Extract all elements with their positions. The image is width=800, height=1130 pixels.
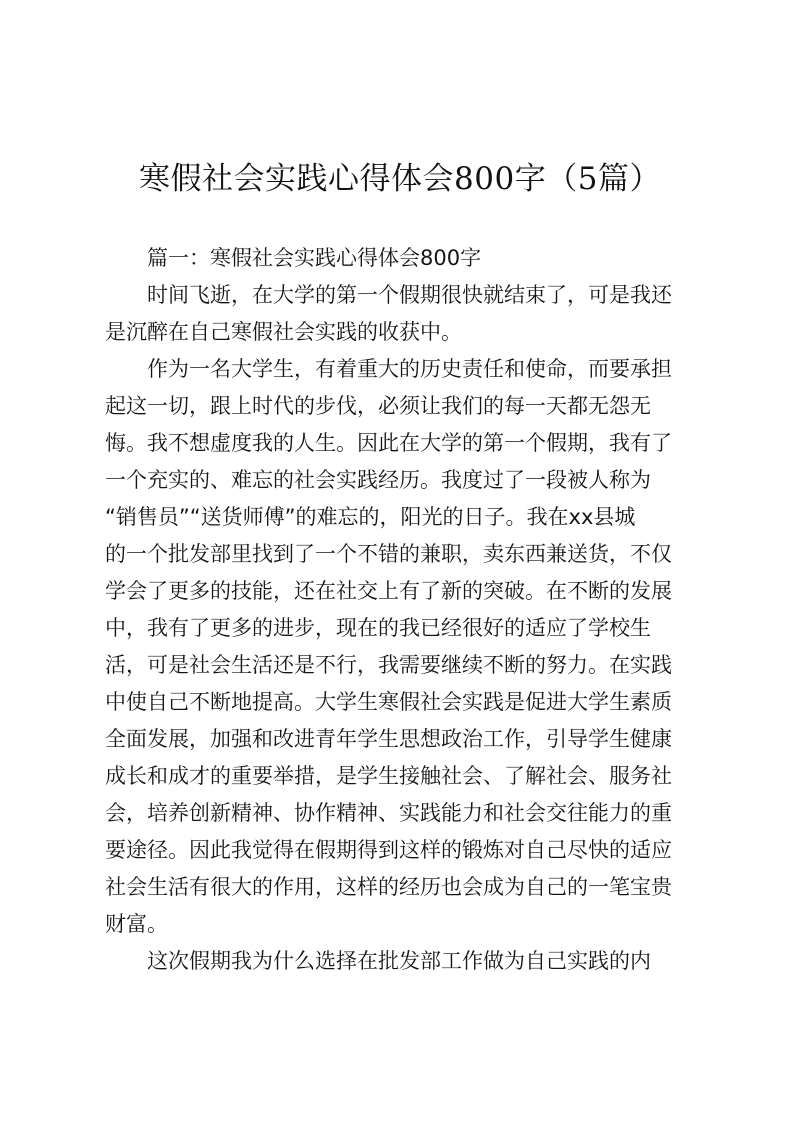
paragraph-line: 时间飞逝，在大学的第一个假期很快就结束了，可是我还 bbox=[147, 283, 672, 307]
paragraph-line: 活，可是社会生活还是不行，我需要继续不断的努力。在实践 bbox=[105, 653, 672, 677]
paragraph-line: 悔。我不想虚度我的人生。因此在大学的第一个假期，我有了 bbox=[105, 431, 672, 455]
paragraph-line: 中，我有了更多的进步，现在的我已经很好的适应了学校生 bbox=[105, 616, 651, 640]
paragraph-line: 学会了更多的技能，还在社交上有了新的突破。在不断的发展 bbox=[105, 579, 672, 603]
paragraph-line: 中使自己不断地提高。大学生寒假社会实践是促进大学生素质 bbox=[105, 690, 672, 714]
paragraph-line: 成长和成才的重要举措，是学生接触社会、了解社会、服务社 bbox=[105, 764, 672, 788]
paragraph-line: “销售员”“送货师傅”的难忘的，阳光的日子。我在xx县城 bbox=[105, 505, 636, 529]
paragraph-line: 的一个批发部里找到了一个不错的兼职，卖东西兼送货，不仅 bbox=[105, 542, 672, 566]
paragraph-line: 全面发展，加强和改进青年学生思想政治工作，引导学生健康 bbox=[105, 727, 672, 751]
paragraph-line: 会，培养创新精神、协作精神、实践能力和社会交往能力的重 bbox=[105, 801, 672, 825]
paragraph-line: 是沉醉在自己寒假社会实践的收获中。 bbox=[105, 320, 462, 344]
paragraph-line: 这次假期我为什么选择在批发部工作做为自己实践的内 bbox=[147, 949, 651, 973]
paragraph-line: 起这一切，跟上时代的步伐，必须让我们的每一天都无怨无 bbox=[105, 394, 651, 418]
paragraph-line: 作为一名大学生，有着重大的历史责任和使命，而要承担 bbox=[147, 357, 672, 381]
subheading-part-one: 篇一：寒假社会实践心得体会800字 bbox=[147, 246, 482, 270]
paragraph-line: 社会生活有很大的作用，这样的经历也会成为自己的一笔宝贵 bbox=[105, 875, 672, 899]
paragraph-line: 要途径。因此我觉得在假期得到这样的锻炼对自己尽快的适应 bbox=[105, 838, 672, 862]
paragraph-line: 一个充实的、难忘的社会实践经历。我度过了一段被人称为 bbox=[105, 468, 651, 492]
document-body bbox=[105, 240, 705, 980]
paragraph-line: 财富。 bbox=[105, 912, 168, 936]
document-title: 寒假社会实践心得体会800字（5篇） bbox=[139, 161, 661, 197]
